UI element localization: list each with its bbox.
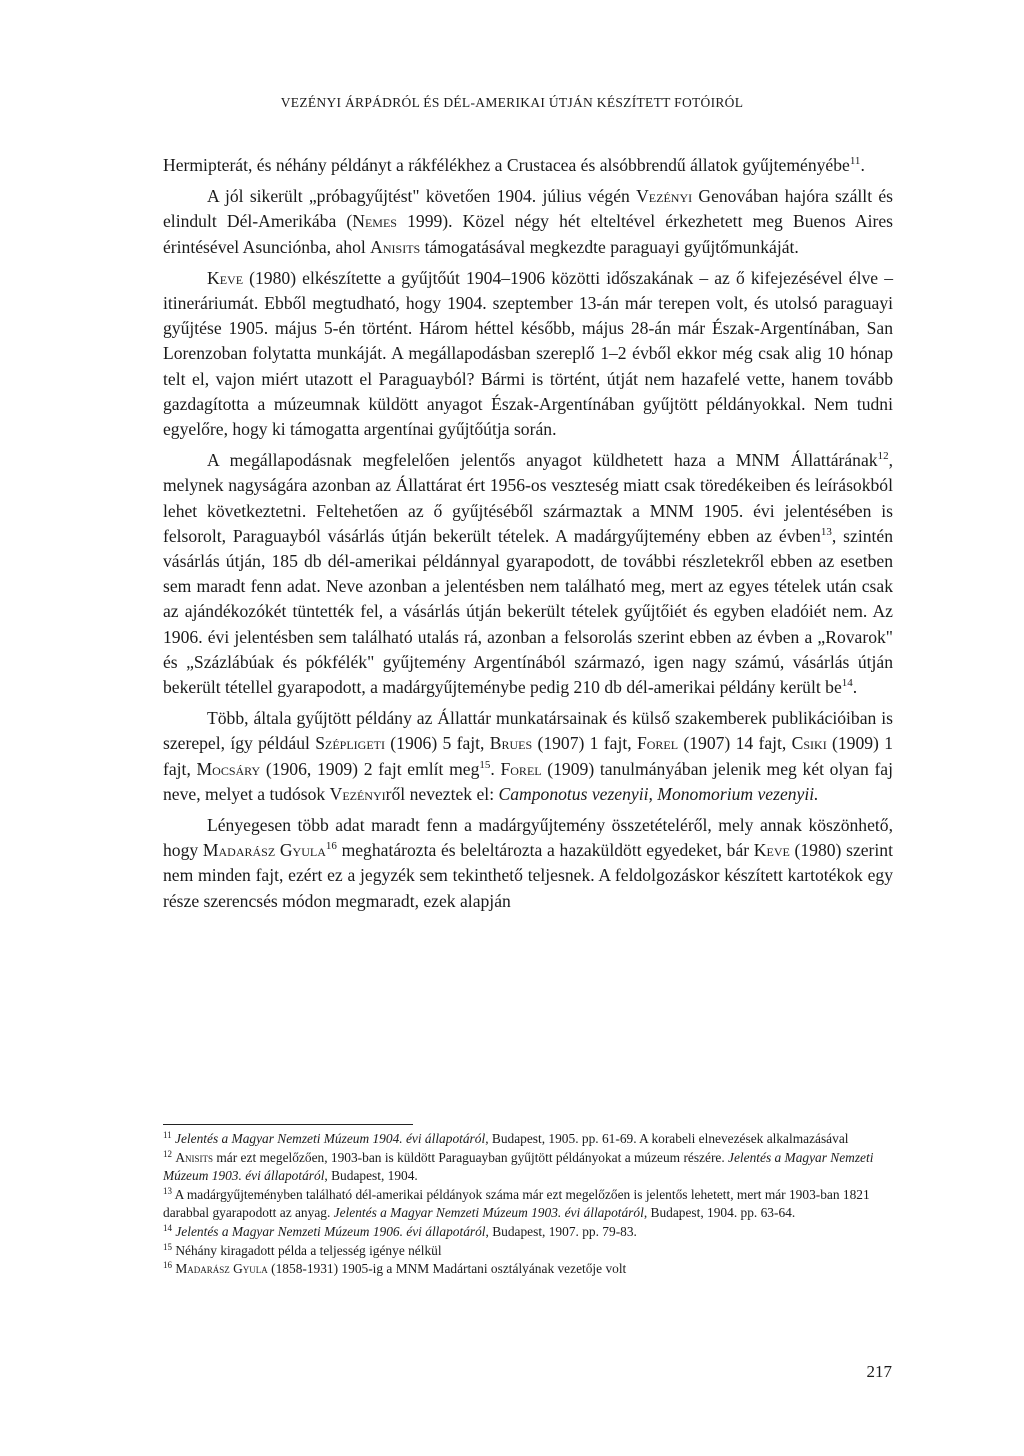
text-span: (1907) 1 fajt, [532,733,637,754]
footnote-title: Jelentés a Magyar Nemzeti Múzeum 1903. évi állapotáról [333,1205,644,1221]
running-header: VEZÉNYI ÁRPÁDRÓL ÉS DÉL-AMERIKAI ÚTJÁN KÉSZÍTETT FOTÓIRÓL [280,95,744,110]
author-name: Anisits [370,236,421,257]
footnote-11 [163,1130,893,1149]
text-span: , szintén vásárlás útján, 185 db dél-amerikai példánnyal gyarapodott, de további részletekről ebben az esetben sem maradt fenn adat. Neve azonban a jelentésben nem található meg, mert az egyes tételek után csak az ajándékozókét tüntették fel, a vásárlás útján bekerült tételek gyűjtőiét és egyben eladóiét nem. Az 1906. évi jelentésben sem található utalás rá, azonban a felsorolás szerint ebben az évben a „Rovarok" és „Százlábúak és pókfélék" gyűjtemény Argentínából származó, igen nagy számú, vásárlás útján bekerült tétellel gyarapodott, a madárgyűjteménybe pedig 210 db dél-amerikai példány került be [163,525,893,698]
footnotes [163,1130,893,1279]
text-span: már ezt megelőzően, 1903-ban is küldött Paraguayban gyűjtött példányokat a múzeum részére. [213,1149,729,1165]
footnote-15 [163,1242,893,1261]
text-span: (1909) 1 fajt, [163,733,894,779]
text-span: Néhány kiragadott példa a teljesség igénye nélkül [172,1242,442,1258]
footnote-number: 11 [163,1130,172,1140]
paragraph-6 [163,813,893,914]
text-span: , Budapest, 1905. pp. 61-69. A korabeli elnevezések alkalmazásával [485,1131,849,1146]
text-span: Lényegesen több adat maradt fenn a madárgyűjtemény összetételéről, mely annak köszönhető, hogy [163,815,893,861]
author-name: Mocsáry [196,758,261,779]
text-span: (1907) 14 fajt, [678,733,792,754]
author-name: Madarász Gyula [202,840,326,861]
text-span: ről neveztek el: [385,783,499,804]
text-span: . [852,677,858,698]
footnote-ref-16[interactable]: 16 [325,840,337,853]
text-span: Genovában hajóra szállt és elindult Dél-Amerikába ( [163,186,893,232]
text-span: Hermipterát, és néhány példányt a rákfélékhez a Crustacea és alsóbbrendű állatok gyűjteményébe [163,155,850,175]
author-name: Forel [636,733,679,754]
author-name: Keve [207,267,244,288]
author-name: Anisits [175,1149,214,1165]
text-span: , Budapest, 1904. [324,1168,418,1184]
text-span: (1906, 1909) 2 fajt említ meg [260,758,480,779]
author-name: Vezényi [636,186,693,207]
body-text [163,153,893,914]
footnote-number: 15 [163,1241,172,1252]
text-span: Több, általa gyűjtött példány az Állattár munkatársainak és külső szakemberek publikációiban is szerepel, így például [163,708,893,754]
footnote-number: 16 [163,1260,172,1271]
author-name: Vezényi [329,783,386,804]
footnote-14 [163,1223,893,1242]
footnote-title: Jelentés a Magyar Nemzeti Múzeum 1906. évi állapotáról [175,1223,486,1239]
author-name: Madarász Gyula [175,1261,268,1277]
text-span: , melynek nagyságára azonban az Állattárat ért 1956-os veszteség miatt csak töredékeiben és leírásokból lehet következtetni. Feltehetően az ő gyűjtéséből származtak a MNM 1905. évi jelentésében is felsorolt, Paraguayból vásárlás útján bekerült tételek. A madárgyűjtemény ebben az évben [163,450,893,546]
footnote-ref-14[interactable]: 14 [841,677,853,690]
text-span: , Budapest, 1907. pp. 79-83. [485,1223,637,1239]
author-name: Brues [489,733,533,754]
species-names: Camponotus vezenyii, Monomorium vezenyii. [498,783,819,804]
footnote-ref-11[interactable]: 11 [849,155,861,167]
paragraph-1 [163,153,893,178]
footnote-ref-13[interactable]: 13 [820,525,832,538]
text-span: (1909) tanulmányában jelenik meg két olyan faj neve, melyet a tudósok [163,758,893,804]
footnote-divider [163,1124,413,1125]
page-number: 217 [866,1362,892,1381]
footnote-number: 13 [163,1185,172,1196]
text-span: A madárgyűjteményben található dél-amerikai példányok száma már ezt megelőzően is jelentős lehetett, mert már 1903-ban 1821 darabbal gyarapodott az anyag. [163,1186,870,1221]
paragraph-4 [163,448,893,700]
text-span: A megállapodásnak megfelelően jelentős anyagot küldhetett haza a MNM Állattárának [207,450,878,471]
footnote-ref-12[interactable]: 12 [877,450,889,463]
author-name: Keve [753,840,790,861]
footnote-ref-15[interactable]: 15 [479,758,491,771]
author-name: Forel [500,758,542,779]
footnote-title: Jelentés a Magyar Nemzeti Múzeum 1904. évi állapotáról [175,1131,486,1146]
text-span: (1980) szerint nem minden fajt, ezért ez a jegyzék sem tekinthető teljesnek. A feldolgozáskor készített kartotékok egy része szerencsés módon megmaradt, ezek alapján [163,840,893,911]
footnote-number: 12 [163,1148,172,1159]
text-span: (1858-1931) 1905-ig a MNM Madártani osztályának vezetője volt [267,1261,627,1277]
author-name: Csiki [791,733,827,754]
text-span: támogatásával megkezdte paraguayi gyűjtőmunkáját. [420,236,799,257]
text-span: (1980) elkészítette a gyűjtőút 1904–1906 közötti időszakának – az ő kifejezésével élve – itineráriumát. Ebből megtudható, hogy 1904. szeptember 13-án már terepen volt, és utolsó paraguayi gyűjtése 1905. május 5-én történt. Három héttel később, május 28-án már Észak-Argentínában, San Lorenzoban folytatta munkáját. A megállapodásban szereplő 1–2 évből ekkor még csak alig 10 hónap telt el, vajon miért utazott el Paraguayból? Bármi is történt, útját nem hazafelé vette, hanem tovább gazdagította a múzeumnak küldött anyagot Észak-Argentínában gyűjtött példányokkal. Nem tudni egyelőre, hogy ki támogatta argentínai gyűjtőútja során. [163,267,893,440]
author-name: Nemes [352,211,397,232]
text-span: 1999). Közel négy hét elteltével érkezhetett meg Buenos Aires érintésével Asunciónba, ahol [163,211,894,257]
paragraph-2 [163,184,893,260]
paragraph-5 [163,706,893,807]
text-span: (1906) 5 fajt, [384,733,490,754]
footnote-16 [163,1260,893,1279]
text-span: A jól sikerült „próbagyűjtést" követően 1904. július végén [207,186,637,207]
paragraph-3 [163,266,893,442]
footnote-number: 14 [163,1222,172,1233]
footnote-title: Jelentés a Magyar Nemzeti Múzeum 1903. évi állapotáról [163,1149,874,1184]
text-span: . [490,758,501,779]
footnote-12 [163,1149,893,1186]
author-name: Szépligeti [315,733,385,754]
text-span: . [860,155,865,175]
text-span: , Budapest, 1904. pp. 63-64. [643,1205,796,1221]
text-span: meghatározta és beleltározta a hazaküldött egyedeket, bár [336,840,754,861]
footnote-13 [163,1186,893,1223]
